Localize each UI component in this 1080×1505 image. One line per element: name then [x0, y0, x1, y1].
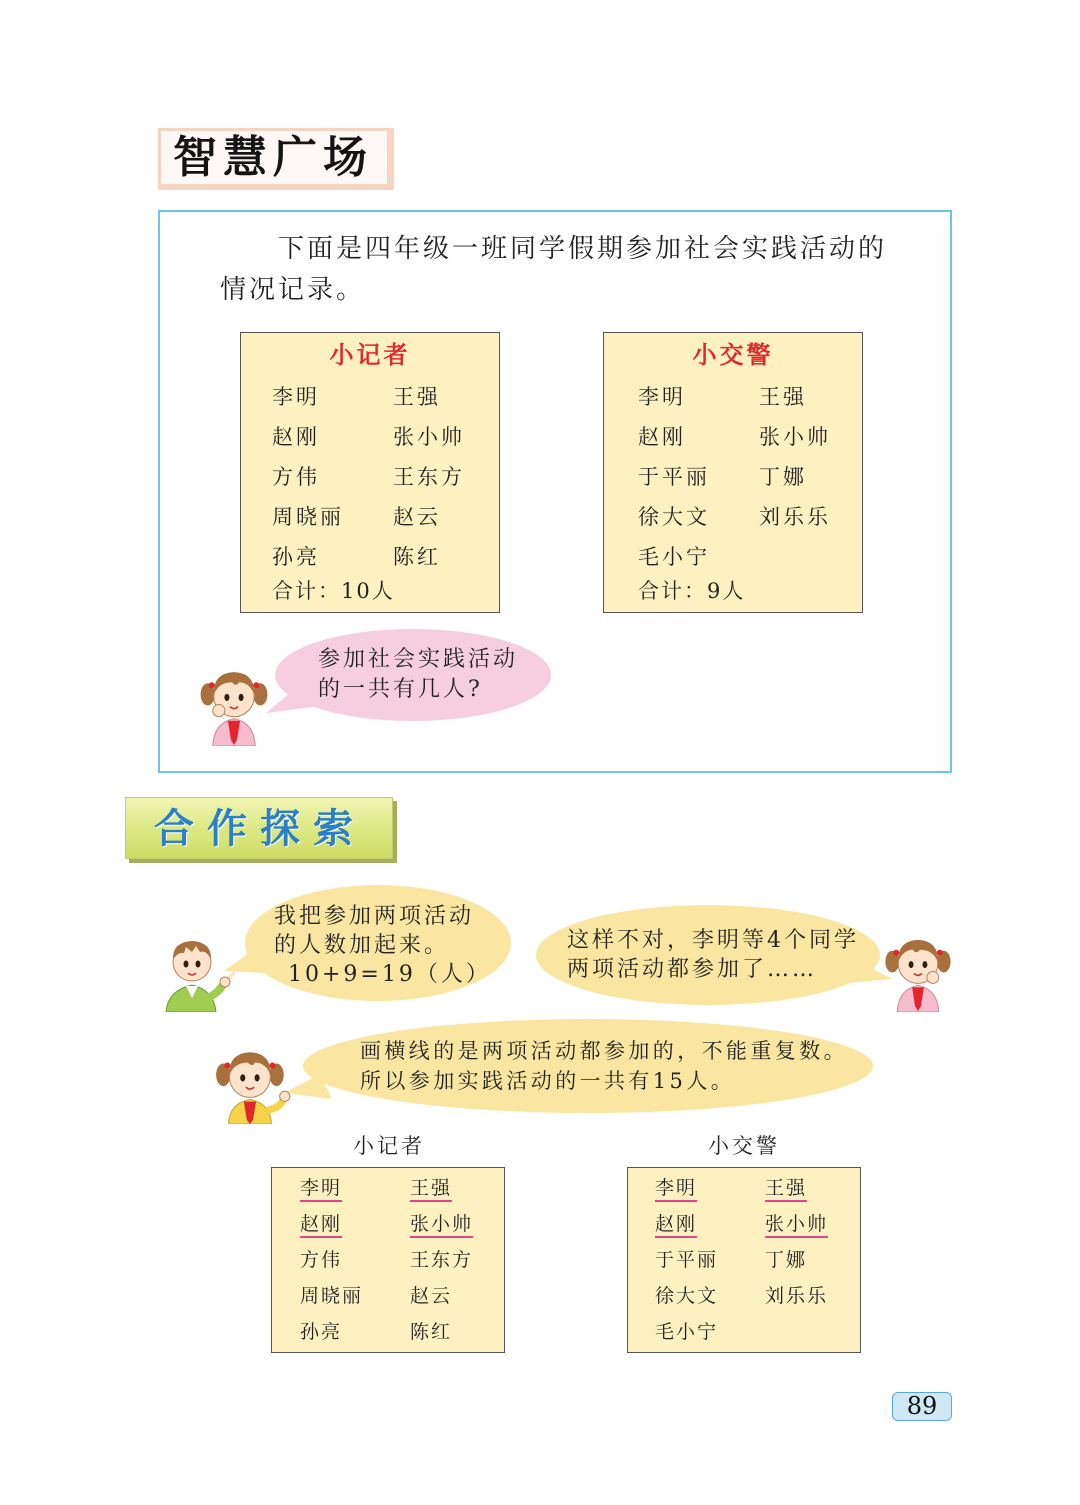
mirrored-figure	[885, 940, 950, 1012]
student-name: 于平丽	[638, 464, 710, 489]
student-name: 赵刚	[638, 424, 686, 449]
student-name: 陈红	[393, 544, 441, 569]
explain-bubble	[303, 1019, 873, 1113]
student-name: 赵刚	[655, 1212, 698, 1235]
left-eye	[224, 694, 229, 701]
intro-line-2: 情况记录。	[220, 275, 366, 305]
student-name: 刘乐乐	[759, 504, 831, 529]
question-line-1: 参加社会实践活动	[318, 647, 519, 672]
student-name: 王强	[410, 1176, 453, 1199]
student-name: 徐大文	[655, 1284, 719, 1307]
name-list	[300, 1170, 510, 1350]
left-hair-tie	[937, 950, 943, 956]
reporter-marked-table	[271, 1167, 505, 1353]
student-name: 丁娜	[765, 1248, 808, 1271]
student-name: 王强	[759, 384, 807, 409]
girl-line-1: 这样不对，李明等4个同学	[567, 928, 859, 953]
reporter-table-label: 小记者	[353, 1134, 425, 1158]
left-hair-tie	[224, 1063, 230, 1069]
student-name: 王东方	[393, 464, 465, 489]
student-name: 张小帅	[410, 1212, 474, 1235]
banner-title: 合作探索	[154, 806, 366, 852]
student-name: 孙亮	[300, 1320, 343, 1343]
student-name: 方伟	[300, 1248, 343, 1271]
student-name: 李明	[655, 1176, 698, 1199]
question-line-2: 的一共有几人?	[318, 677, 483, 702]
question-bubble	[275, 629, 551, 721]
student-name: 张小帅	[759, 424, 831, 449]
objecting-girl-illustration	[883, 928, 953, 1012]
student-name: 丁娜	[759, 464, 807, 489]
left-hair-tie	[209, 682, 215, 688]
thinking-girl-illustration	[198, 660, 270, 746]
student-name: 赵云	[410, 1284, 453, 1307]
student-name: 李明	[300, 1176, 343, 1199]
table-total: 合计：10人	[272, 579, 395, 603]
banner-title: 智慧广场	[173, 132, 373, 183]
boy-line-1: 我把参加两项活动	[274, 904, 475, 929]
right-eye	[255, 1074, 260, 1081]
student-name: 孙亮	[272, 544, 320, 569]
traffic-police-table-label: 小交警	[708, 1134, 780, 1158]
hand	[220, 977, 230, 987]
student-name: 陈红	[410, 1320, 453, 1343]
student-name: 毛小宁	[655, 1320, 719, 1343]
right-hair-tie	[893, 950, 899, 956]
explain-line-2: 所以参加实践活动的一共有15人。	[360, 1069, 736, 1093]
student-name: 徐大文	[638, 504, 710, 529]
hand	[280, 1091, 290, 1101]
boy-line-3: 10+9=19（人）	[288, 962, 491, 987]
student-name: 赵刚	[300, 1212, 343, 1235]
student-name: 李明	[272, 384, 320, 409]
arm	[208, 985, 223, 998]
student-name: 于平丽	[655, 1248, 719, 1271]
hand	[213, 705, 225, 717]
student-name: 王东方	[410, 1248, 474, 1271]
explaining-girl-illustration	[213, 1042, 293, 1124]
student-name: 毛小宁	[638, 544, 710, 569]
boy-line-2: 的人数加起来。	[274, 933, 450, 958]
student-name: 周晓丽	[300, 1284, 364, 1307]
right-eye	[239, 694, 244, 701]
student-name: 李明	[638, 384, 686, 409]
right-hair-tie	[253, 682, 259, 688]
student-name: 张小帅	[393, 424, 465, 449]
page-number: 89	[906, 1392, 938, 1420]
hand	[927, 971, 939, 983]
student-name: 王强	[765, 1176, 808, 1199]
table-title: 小交警	[692, 340, 774, 369]
student-name: 赵云	[393, 504, 441, 529]
left-eye	[240, 1074, 245, 1081]
student-name: 周晓丽	[272, 504, 344, 529]
student-name: 赵刚	[272, 424, 320, 449]
right-eye	[909, 961, 914, 968]
intro-line-1: 下面是四年级一班同学假期参加社会实践活动的	[278, 234, 888, 264]
girl-bubble	[536, 905, 880, 1005]
table-title: 小记者	[329, 340, 411, 369]
student-name: 刘乐乐	[765, 1284, 829, 1307]
table-total: 合计：9人	[638, 579, 746, 603]
name-list	[655, 1170, 865, 1350]
girl-line-2: 两项活动都参加了……	[567, 957, 818, 982]
right-hair-tie	[269, 1063, 275, 1069]
left-eye	[184, 961, 189, 968]
pointing-boy-illustration	[160, 930, 236, 1012]
left-eye	[922, 961, 927, 968]
explain-line-1: 画横线的是两项活动都参加的，不能重复数。	[360, 1039, 848, 1063]
right-eye	[196, 961, 201, 968]
page-number-badge	[892, 1392, 952, 1421]
student-name: 王强	[393, 384, 441, 409]
traffic-police-marked-table	[627, 1167, 861, 1353]
student-name: 张小帅	[765, 1212, 829, 1235]
cooperative-exploration-banner	[125, 797, 393, 859]
student-name: 方伟	[272, 464, 320, 489]
